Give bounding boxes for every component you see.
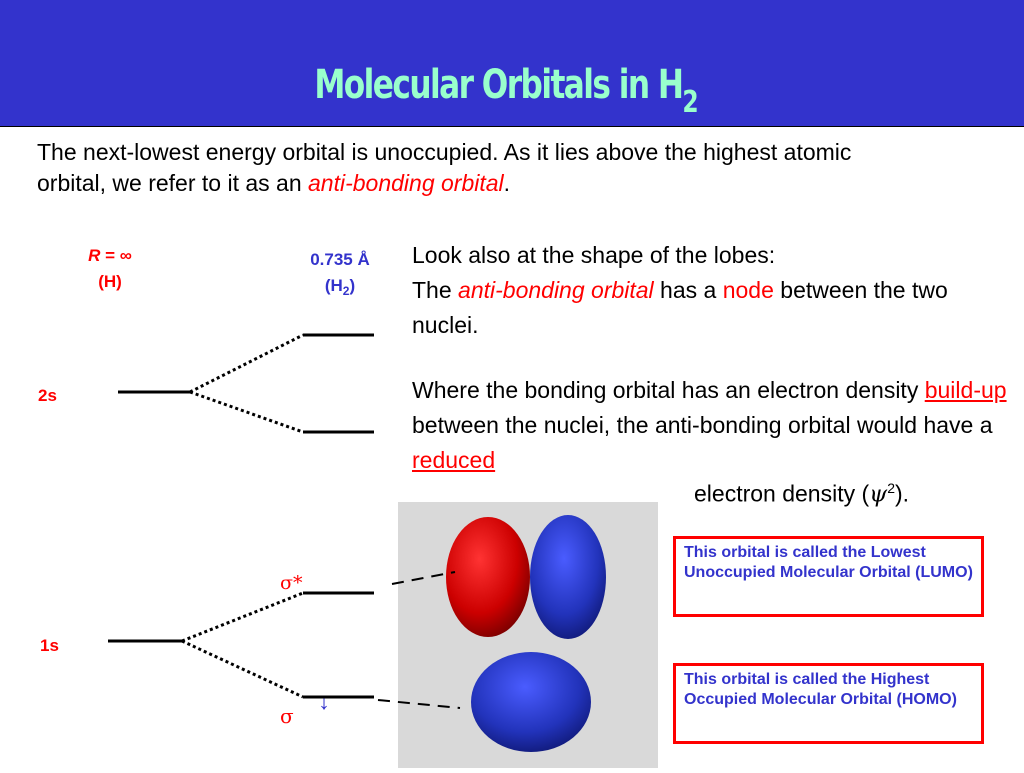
- label-R: R: [88, 246, 101, 265]
- label-sigma-star: σ*: [280, 572, 303, 594]
- density-text: electron density (: [694, 480, 870, 507]
- label-2s: 2s: [38, 386, 57, 405]
- intro-text: The next-lowest energy orbital is unoccupied. As it lies above the highest atomic orbital, we refer to it as an: [37, 139, 852, 196]
- label-H2-sub: 2: [342, 284, 350, 298]
- label-R-value: = ∞: [100, 246, 132, 265]
- correlation-1s-up: [182, 593, 303, 641]
- shape-node-term: node: [722, 277, 774, 303]
- correlation-2s-up: [190, 335, 303, 392]
- pointer-homo: [378, 700, 460, 708]
- correlation-1s-down: [182, 641, 303, 697]
- reduced-term: reduced: [412, 447, 496, 473]
- homo-callout: This orbital is called the Highest Occupied Molecular Orbital (HOMO): [673, 663, 984, 744]
- label-sigma: σ: [280, 704, 294, 728]
- shape-heading: Look also at the shape of the lobes:: [412, 242, 776, 268]
- intro-period: .: [503, 170, 511, 196]
- electron-arrow-icon: ↓: [318, 688, 330, 715]
- psi-symbol: ψ: [869, 481, 888, 508]
- shape-antibonding-term: anti-bonding orbital: [458, 277, 654, 303]
- shape-text-hasa: has a: [653, 277, 723, 303]
- lumo-callout: This orbital is called the Lowest Unoccupied Molecular Orbital (LUMO): [673, 536, 984, 617]
- title-text: Molecular Orbitals in H: [314, 62, 683, 108]
- buildup-term: build-up: [924, 377, 1007, 403]
- label-1s: 1s: [40, 636, 59, 655]
- label-bond-length: 0.735 Å: [310, 250, 370, 269]
- correlation-2s-down: [190, 392, 303, 432]
- label-H2-a: (H: [324, 276, 343, 295]
- label-H-atom: (H): [98, 272, 122, 291]
- shape-text-rest: between the two nuclei.: [412, 277, 948, 338]
- bonding-text-a: Where the bonding orbital has an electron density: [412, 377, 925, 403]
- pointer-lumo: [392, 572, 455, 584]
- title-subscript: 2: [682, 85, 699, 120]
- density-close: ).: [894, 480, 910, 507]
- label-H2-b: ): [349, 276, 356, 295]
- intro-antibonding-term: anti-bonding orbital: [308, 170, 504, 196]
- psi-exponent: 2: [887, 480, 895, 496]
- bonding-text-b: between the nuclei, the anti-bonding orbital would have a: [412, 412, 993, 438]
- shape-text-the: The: [412, 277, 459, 303]
